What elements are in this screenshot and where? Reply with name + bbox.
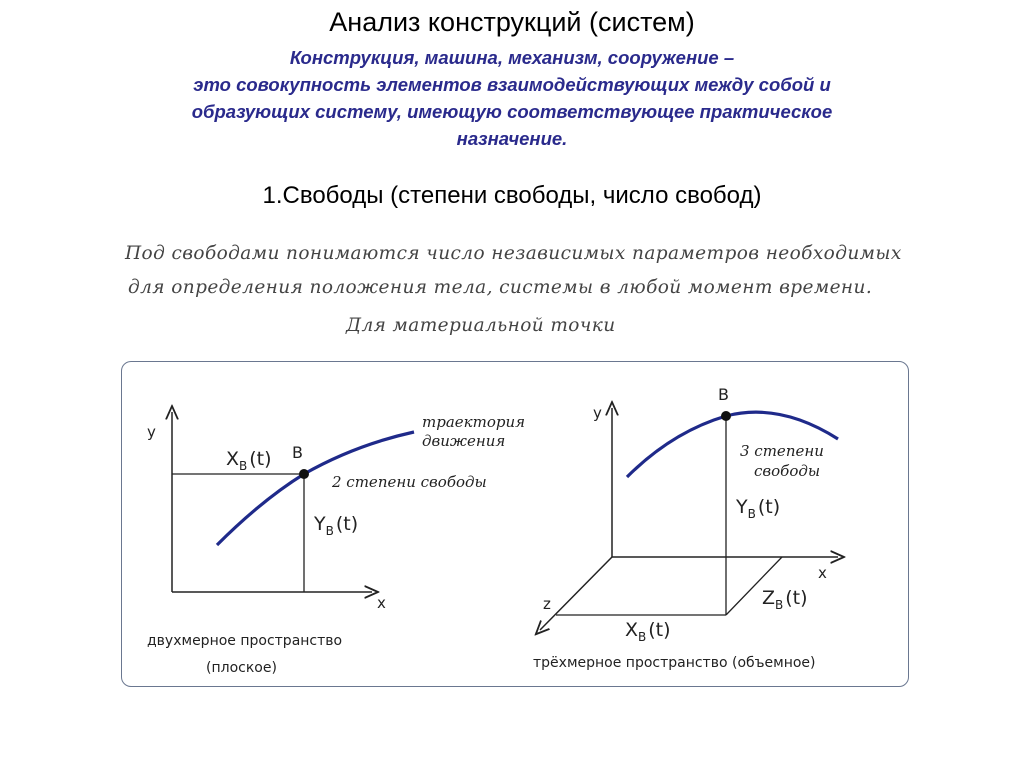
definition-line-2: это совокупность элементов взаимодействующих между собой и	[193, 74, 831, 95]
freedom-definition-line-2: для определения положения тела, системы в любой момент времени.	[128, 277, 873, 298]
definition-line-1: Конструкция, машина, механизм, сооружение –	[289, 47, 735, 68]
diagram-3d	[533, 385, 838, 671]
diagram-2d	[147, 412, 525, 676]
y-axis-label-2d: y	[147, 423, 156, 441]
caption-3d: трёхмерное пространство (объемное)	[533, 655, 816, 671]
point-b-label-3d: B	[718, 385, 729, 404]
point-b-2d	[299, 469, 309, 479]
z-axis-3d	[540, 557, 612, 630]
freedom-definition-line-1: Под свободами понимаются число независимых параметров необходимых	[125, 243, 902, 264]
y-axis-label-3d: y	[593, 404, 602, 422]
slide-title: Анализ конструкций (систем)	[329, 7, 695, 37]
trajectory-label-line-1: траектория	[422, 413, 526, 431]
caption-2d-line-2: (плоское)	[206, 660, 277, 676]
x-axis-label-3d: x	[818, 564, 827, 582]
definition-line-3: образующих систему, имеющую соответствующее практическое	[191, 101, 833, 122]
xb-label-2d: $X_B$ (t)	[226, 448, 272, 473]
x-axis-label-2d: x	[377, 594, 386, 612]
definition-line-4: назначение.	[456, 128, 568, 149]
section-subtitle: 1.Свободы (степени свободы, число свобод)	[262, 182, 762, 209]
caption-2d-line-1: двухмерное пространство	[147, 633, 343, 649]
yb-label-2d: $Y_B$ (t)	[314, 513, 359, 538]
trajectory-label-line-2: движения	[422, 432, 506, 450]
zb-label-3d: $Z_B$ (t)	[762, 587, 808, 612]
dof-label-2d: 2 степени свободы	[332, 473, 487, 491]
xb-label-3d: $X_B$ (t)	[625, 619, 671, 644]
dof-label-3d-line-1: 3 степени	[740, 442, 824, 460]
yb-label-3d: $Y_B$ (t)	[736, 496, 781, 521]
material-point-heading: Для материальной точки	[346, 315, 616, 336]
dof-label-3d-line-2: свободы	[754, 462, 821, 480]
point-b-label-2d: B	[292, 443, 303, 462]
point-b-3d	[721, 411, 731, 421]
z-axis-label-3d: z	[543, 595, 551, 613]
